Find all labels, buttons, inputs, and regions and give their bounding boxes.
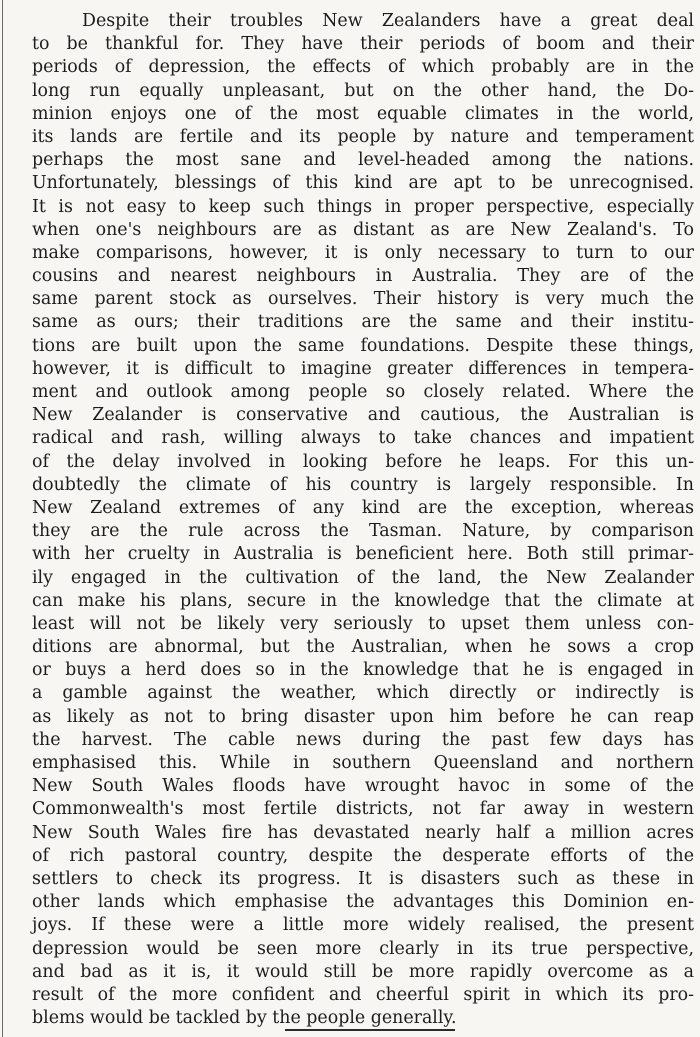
article-line: they are the rule across the Tasman. Nature, by comparison [32, 521, 694, 542]
article-line: New Zealand extremes of any kind are the exception, whereas [32, 497, 694, 518]
article-line: its lands are fertile and its people by nature and temperament [32, 126, 694, 147]
article-line: other lands which emphasise the advantages this Dominion en- [32, 892, 694, 913]
article-line: minion enjoys one of the most equable climates in the world, [32, 103, 694, 124]
article-line: ily engaged in the cultivation of the land, the New Zealander [32, 567, 694, 588]
article-line: of the delay involved in looking before he leaps. For this un- [32, 451, 694, 472]
article-line: a gamble against the weather, which directly or indirectly is [32, 683, 694, 704]
article-line: radical and rash, willing always to take chances and impatient [32, 428, 694, 449]
article-line: when one's neighbours are as distant as are New Zealand's. To [32, 219, 694, 240]
article-line: however, it is difficult to imagine greater differences in tempera- [32, 358, 694, 379]
article-line: doubtedly the climate of his country is largely responsible. In [32, 474, 694, 495]
article-line: make comparisons, however, it is only necessary to turn to our [32, 242, 694, 263]
article-line: result of the more confident and cheerful spirit in which its pro- [32, 984, 694, 1005]
article-line: settlers to check its progress. It is disasters such as these in [32, 868, 694, 889]
article-line: the harvest. The cable news during the past few days has [32, 729, 694, 750]
article-line: long run equally unpleasant, but on the other hand, the Do- [32, 80, 694, 101]
article-line: with her cruelty in Australia is beneficient here. Both still primar- [32, 544, 694, 565]
column-rule [2, 0, 3, 1037]
article-line: periods of depression, the effects of which probably are in the [32, 57, 694, 78]
end-rule [285, 1029, 455, 1031]
article-body [32, 10, 694, 1030]
article-line: Unfortunately, blessings of this kind are apt to be unrecognised. [32, 173, 694, 194]
article-line: same parent stock as ourselves. Their history is very much the [32, 289, 694, 310]
article-line: can make his plans, secure in the knowledge that the climate at [32, 590, 694, 611]
article-line: joys. If these were a little more widely realised, the present [32, 915, 694, 936]
article-line: cousins and nearest neighbours in Australia. They are of the [32, 266, 694, 287]
article-line: New South Wales floods have wrought havoc in some of the [32, 776, 694, 797]
article-line: and bad as it is, it would still be more rapidly overcome as a [32, 961, 694, 982]
article-line: Commonwealth's most fertile districts, not far away in western [32, 799, 694, 820]
article-line: tions are built upon the same foundations. Despite these things, [32, 335, 694, 356]
article-line: or buys a herd does so in the knowledge that he is engaged in [32, 660, 694, 681]
article-line: New South Wales fire has devastated nearly half a million acres [32, 822, 694, 843]
article-line: as likely as not to bring disaster upon him before he can reap [32, 706, 694, 727]
article-line: ditions are abnormal, but the Australian, when he sows a crop [32, 637, 694, 658]
article-line: depression would be seen more clearly in its true perspective, [32, 938, 694, 959]
article-line: It is not easy to keep such things in proper perspective, especially [32, 196, 694, 217]
article-line: emphasised this. While in southern Queensland and northern [32, 753, 694, 773]
article-line: Despite their troubles New Zealanders have a great deal [82, 11, 694, 31]
article-line: to be thankful for. They have their periods of boom and their [32, 34, 694, 55]
article-line: ment and outlook among people so closely related. Where the [32, 382, 694, 402]
article-line: blems would be tackled by the people generally. [32, 1008, 457, 1029]
article-line: New Zealander is conservative and cautious, the Australian is [32, 405, 694, 426]
article-line: least will not be likely very seriously to upset them unless con- [32, 613, 694, 634]
article-line: of rich pastoral country, despite the desperate efforts of the [32, 845, 694, 866]
article-line: perhaps the most sane and level-headed among the nations. [32, 150, 694, 171]
article-line: same as ours; their traditions are the same and their institu- [32, 312, 694, 333]
